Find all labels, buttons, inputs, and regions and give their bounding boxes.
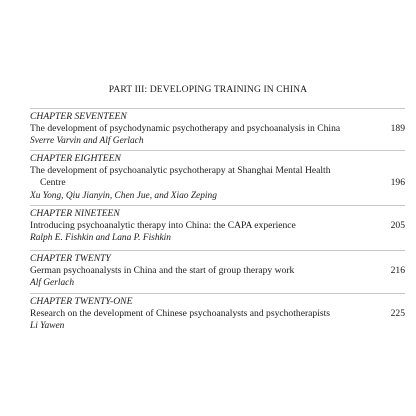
chapter-title-row bbox=[30, 123, 405, 135]
divider bbox=[30, 150, 405, 151]
divider bbox=[30, 293, 405, 294]
page-number: 216 bbox=[390, 265, 405, 277]
chapter-label: CHAPTER EIGHTEEN bbox=[30, 153, 121, 164]
chapter-label: CHAPTER TWENTY bbox=[30, 253, 111, 264]
page-number: 196 bbox=[390, 177, 405, 189]
chapter-title-row bbox=[30, 220, 405, 232]
chapter-title: The development of psychoanalytic psychotherapy at Shanghai Mental Health Centre bbox=[30, 165, 331, 189]
toc-entry-chapter-19 bbox=[30, 208, 405, 245]
divider bbox=[30, 205, 405, 206]
page-number: 189 bbox=[390, 123, 405, 135]
chapter-title: German psychoanalysts in China and the start of group therapy work bbox=[30, 265, 295, 277]
toc-entry-chapter-21 bbox=[30, 296, 405, 333]
toc-entry-chapter-18 bbox=[30, 153, 405, 202]
divider bbox=[30, 250, 405, 251]
chapter-title: The development of psychodynamic psychotherapy and psychoanalysis in China bbox=[30, 123, 341, 135]
chapter-label: CHAPTER TWENTY-ONE bbox=[30, 296, 133, 307]
chapter-authors: Ralph E. Fishkin and Lana P. Fishkin bbox=[30, 233, 171, 244]
chapter-authors: Alf Gerlach bbox=[30, 278, 75, 289]
toc-entry-chapter-17 bbox=[30, 111, 405, 148]
chapter-title: Introducing psychoanalytic therapy into China: the CAPA experience bbox=[30, 220, 296, 232]
toc-entry-chapter-20 bbox=[30, 253, 405, 290]
part-title: PART III: DEVELOPING TRAINING IN CHINA bbox=[108, 84, 308, 95]
page-number: 205 bbox=[390, 220, 405, 232]
chapter-label: CHAPTER SEVENTEEN bbox=[30, 111, 127, 122]
divider bbox=[30, 108, 405, 109]
chapter-label: CHAPTER NINETEEN bbox=[30, 208, 120, 219]
chapter-title-row bbox=[30, 165, 405, 189]
chapter-authors: Sverre Varvin and Alf Gerlach bbox=[30, 136, 144, 147]
chapter-title-row bbox=[30, 265, 405, 277]
chapter-authors: Li Yawen bbox=[30, 321, 65, 332]
chapter-title-row bbox=[30, 308, 405, 320]
chapter-authors: Xu Yong, Qiu Jianyin, Chen Jue, and Xiao Zeping bbox=[30, 190, 217, 201]
chapter-title: Research on the development of Chinese psychoanalysts and psychotherapists bbox=[30, 308, 330, 320]
page-number: 225 bbox=[390, 308, 405, 320]
